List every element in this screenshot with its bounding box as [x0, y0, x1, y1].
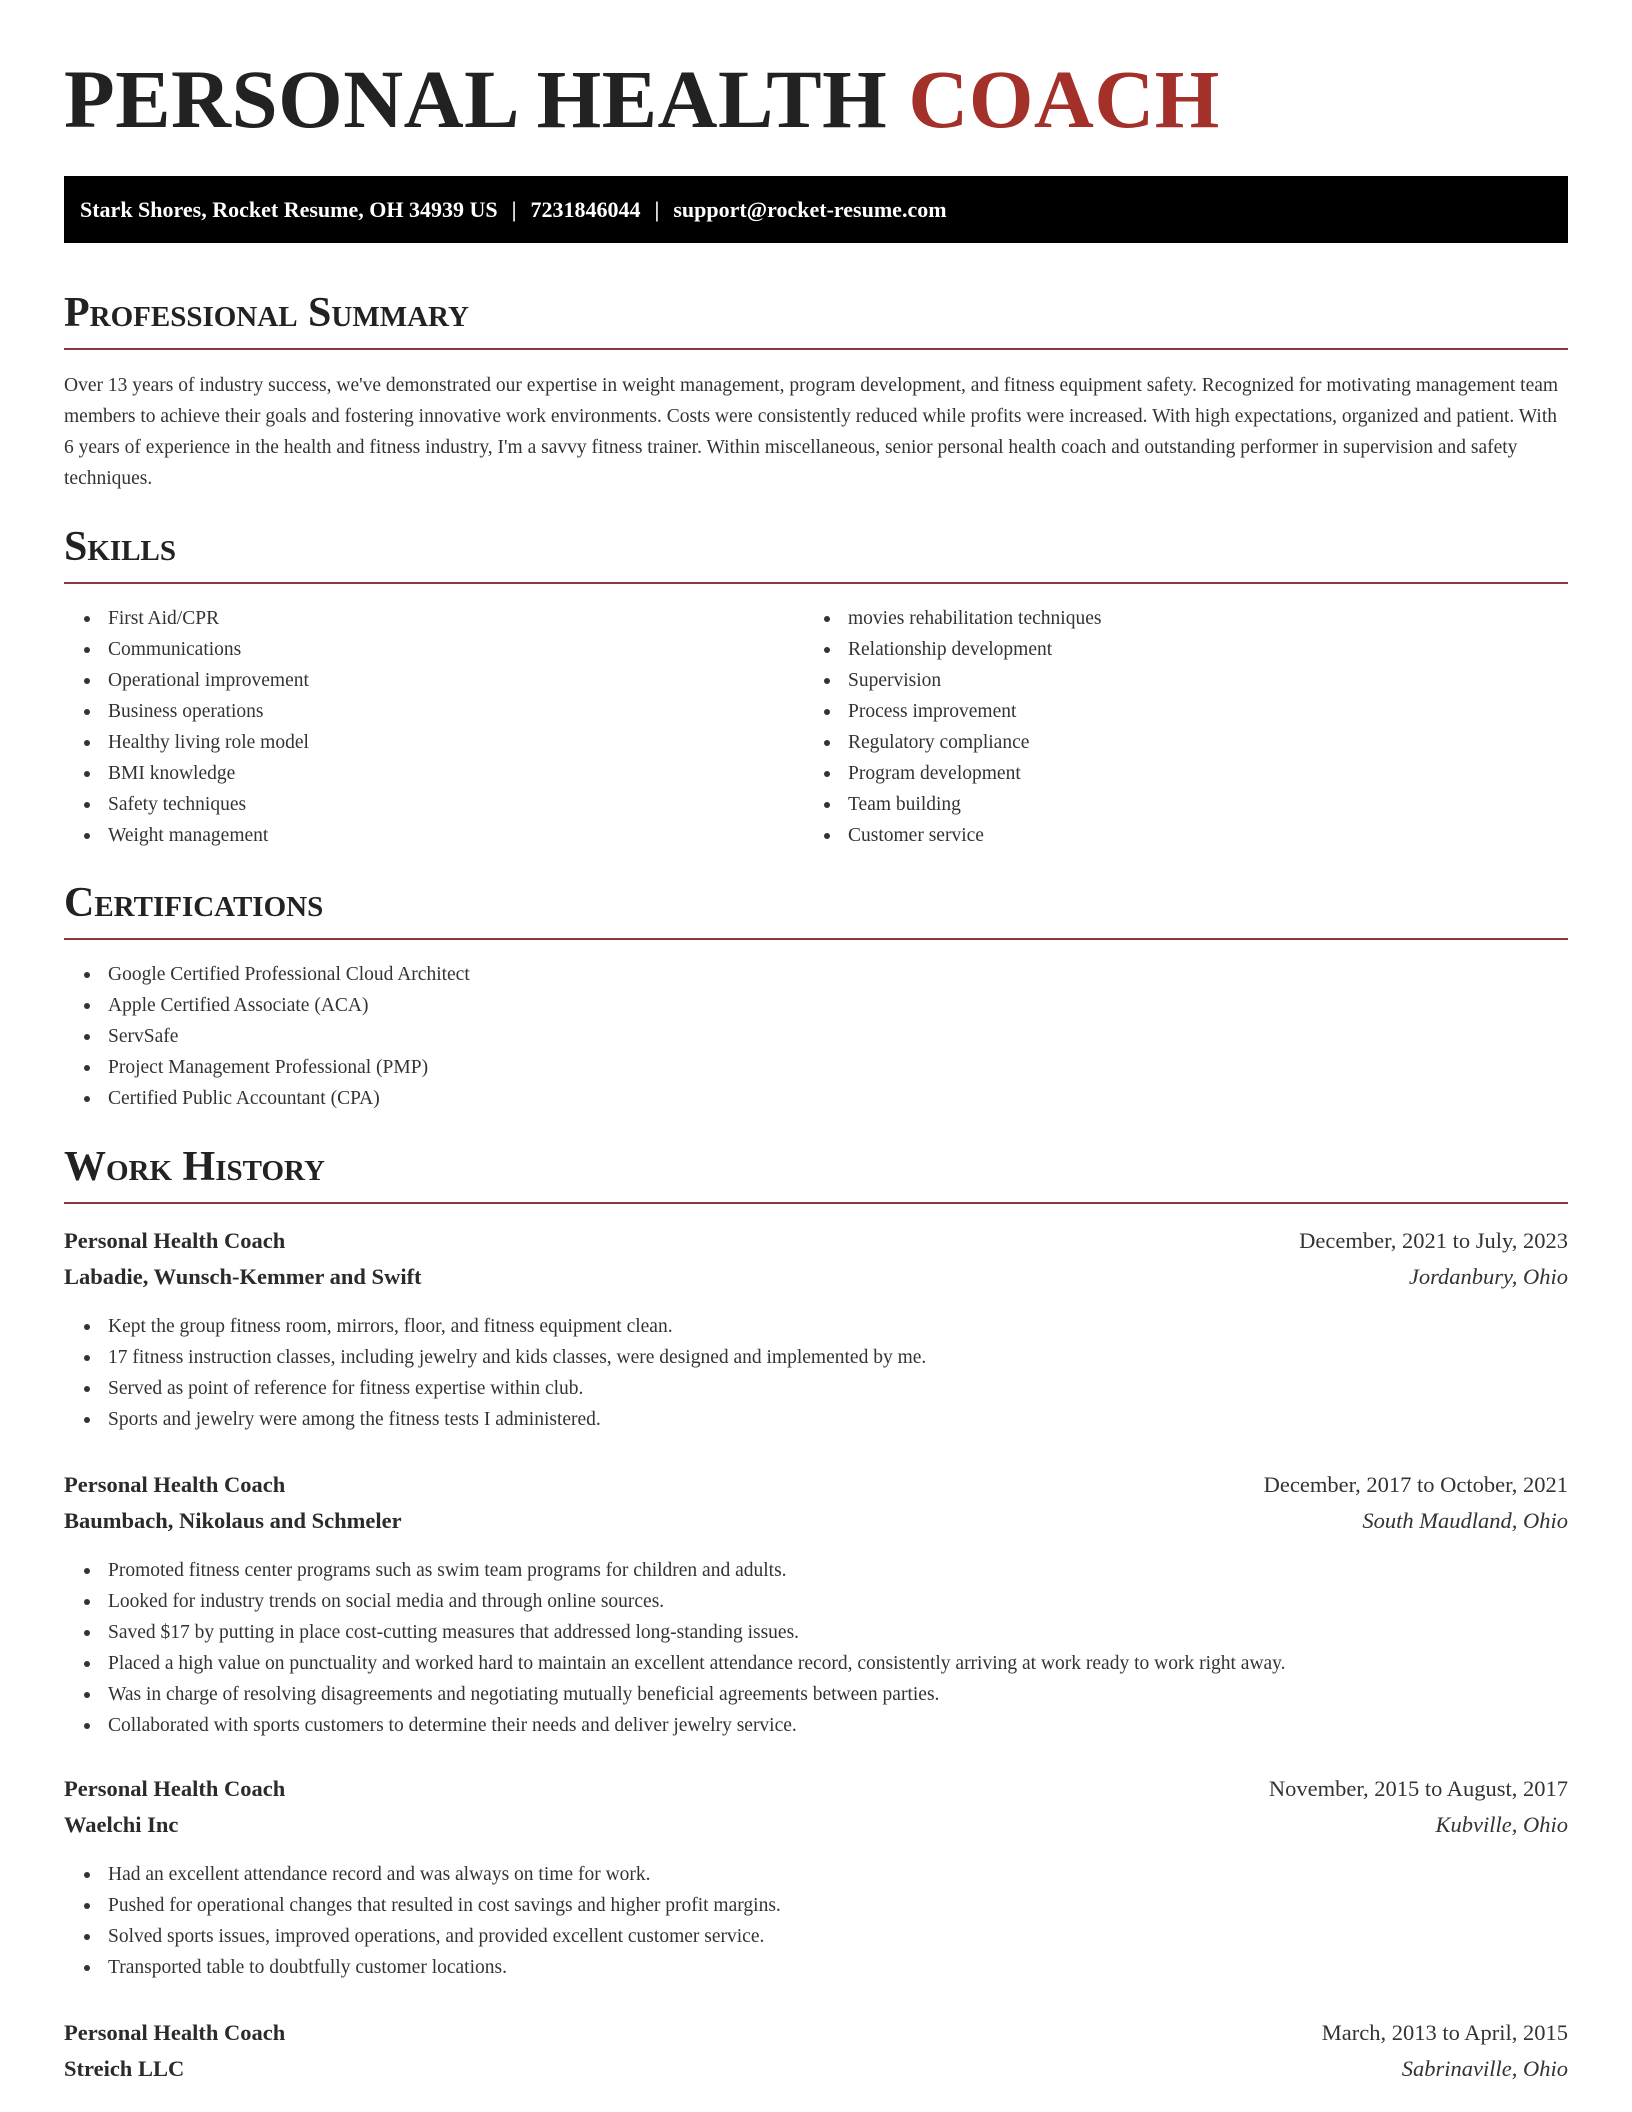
page-title [64, 53, 1220, 145]
skill-item: Business operations [64, 696, 309, 727]
skill-item: Relationship development [804, 634, 1101, 665]
job-title-row [64, 1474, 1568, 1497]
work-history-heading: Work History [64, 1144, 325, 1190]
contact-bar [64, 176, 1568, 243]
title-main: PERSONAL HEALTH [64, 53, 888, 145]
certifications-heading: Certifications [64, 880, 324, 926]
section-divider [64, 1202, 1568, 1204]
job-company-row [64, 2058, 1568, 2081]
job-dates: December, 2021 to July, 2023 [1299, 1228, 1568, 1253]
job-title-row [64, 1778, 1568, 1801]
skills-heading: Skills [64, 524, 177, 570]
skill-item: Weight management [64, 820, 309, 851]
job-title: Personal Health Coach [64, 2020, 286, 2045]
certification-item: Apple Certified Associate (ACA) [64, 990, 470, 1021]
title-accent: COACH [908, 53, 1220, 145]
skill-item: movies rehabilitation techniques [804, 603, 1101, 634]
certification-item: ServSafe [64, 1021, 470, 1052]
job-bullet: Was in charge of resolving disagreements and negotiating mutually beneficial agreements between parties. [64, 1679, 1286, 1710]
contact-address: Stark Shores, Rocket Resume, OH 34939 US [80, 196, 498, 222]
skill-item: First Aid/CPR [64, 603, 309, 634]
certification-item: Certified Public Accountant (CPA) [64, 1083, 470, 1114]
job-bullets [64, 1859, 781, 1983]
skill-item: Program development [804, 758, 1101, 789]
job-location: Kubville, Ohio [1435, 1812, 1568, 1837]
skill-item: Supervision [804, 665, 1101, 696]
skill-item: Safety techniques [64, 789, 309, 820]
job-company: Streich LLC [64, 2056, 185, 2081]
skills-list-left [64, 603, 309, 851]
job-bullets [64, 1311, 926, 1435]
skill-item: Regulatory compliance [804, 727, 1101, 758]
job-title-row [64, 2022, 1568, 2045]
job-bullet: Had an excellent attendance record and was always on time for work. [64, 1859, 781, 1890]
job-company-row [64, 1266, 1568, 1289]
job-location: South Maudland, Ohio [1362, 1508, 1568, 1533]
certifications-list [64, 959, 470, 1114]
skill-item: Operational improvement [64, 665, 309, 696]
job-bullet: Sports and jewelry were among the fitness tests I administered. [64, 1404, 926, 1435]
job-bullet: Promoted fitness center programs such as swim team programs for children and adults. [64, 1555, 1286, 1586]
job-title-row [64, 1230, 1568, 1253]
job-bullet: Transported table to doubtfully customer locations. [64, 1952, 781, 1983]
job-bullet: Collaborated with sports customers to determine their needs and deliver jewelry service. [64, 1710, 1286, 1741]
contact-phone: 7231846044 [530, 196, 641, 222]
job-bullets [64, 1555, 1286, 1741]
job-company: Baumbach, Nikolaus and Schmeler [64, 1508, 402, 1533]
skill-item: Process improvement [804, 696, 1101, 727]
job-title: Personal Health Coach [64, 1472, 286, 1497]
job-company: Waelchi Inc [64, 1812, 179, 1837]
job-bullet: Pushed for operational changes that resulted in cost savings and higher profit margins. [64, 1890, 781, 1921]
skills-list-right [804, 603, 1101, 851]
job-title: Personal Health Coach [64, 1228, 286, 1253]
summary-text: Over 13 years of industry success, we've demonstrated our expertise in weight management, program development, and fitness equipment safety. Recognized for motivating management team members to achieve their goals and fostering innovative work environments. Costs were consistently reduced while profits were increased. With high expectations, organized and patient. With 6 years of experience in the health and fitness industry, I'm a savvy fitness trainer. Within miscellaneous, senior personal health coach and outstanding performer in supervision and safety techniques. [64, 375, 1559, 489]
contact-email: support@rocket-resume.com [673, 196, 947, 222]
job-bullet: Served as point of reference for fitness expertise within club. [64, 1373, 926, 1404]
job-bullet: Looked for industry trends on social media and through online sources. [64, 1586, 1286, 1617]
job-company-row [64, 1814, 1568, 1837]
contact-separator: | [654, 196, 660, 222]
section-divider [64, 938, 1568, 940]
job-company: Labadie, Wunsch-Kemmer and Swift [64, 1264, 422, 1289]
job-bullet: Saved $17 by putting in place cost-cutting measures that addressed long-standing issues. [64, 1617, 1286, 1648]
certification-item: Project Management Professional (PMP) [64, 1052, 470, 1083]
job-dates: March, 2013 to April, 2015 [1321, 2020, 1568, 2045]
section-divider [64, 582, 1568, 584]
skill-item: Healthy living role model [64, 727, 309, 758]
section-divider [64, 348, 1568, 350]
skill-item: Customer service [804, 820, 1101, 851]
contact-separator: | [511, 196, 517, 222]
job-location: Sabrinaville, Ohio [1401, 2056, 1568, 2081]
job-company-row [64, 1510, 1568, 1533]
job-dates: November, 2015 to August, 2017 [1268, 1776, 1568, 1801]
job-location: Jordanbury, Ohio [1408, 1264, 1568, 1289]
job-dates: December, 2017 to October, 2021 [1263, 1472, 1568, 1497]
skill-item: BMI knowledge [64, 758, 309, 789]
skill-item: Communications [64, 634, 309, 665]
certification-item: Google Certified Professional Cloud Architect [64, 959, 470, 990]
job-title: Personal Health Coach [64, 1776, 286, 1801]
job-bullet: Placed a high value on punctuality and worked hard to maintain an excellent attendance record, consistently arriving at work ready to work right away. [64, 1648, 1286, 1679]
skill-item: Team building [804, 789, 1101, 820]
job-bullet: Solved sports issues, improved operations, and provided excellent customer service. [64, 1921, 781, 1952]
job-bullet: 17 fitness instruction classes, including jewelry and kids classes, were designed and implemented by me. [64, 1342, 926, 1373]
summary-heading: Professional Summary [64, 290, 469, 336]
job-bullet: Kept the group fitness room, mirrors, floor, and fitness equipment clean. [64, 1311, 926, 1342]
